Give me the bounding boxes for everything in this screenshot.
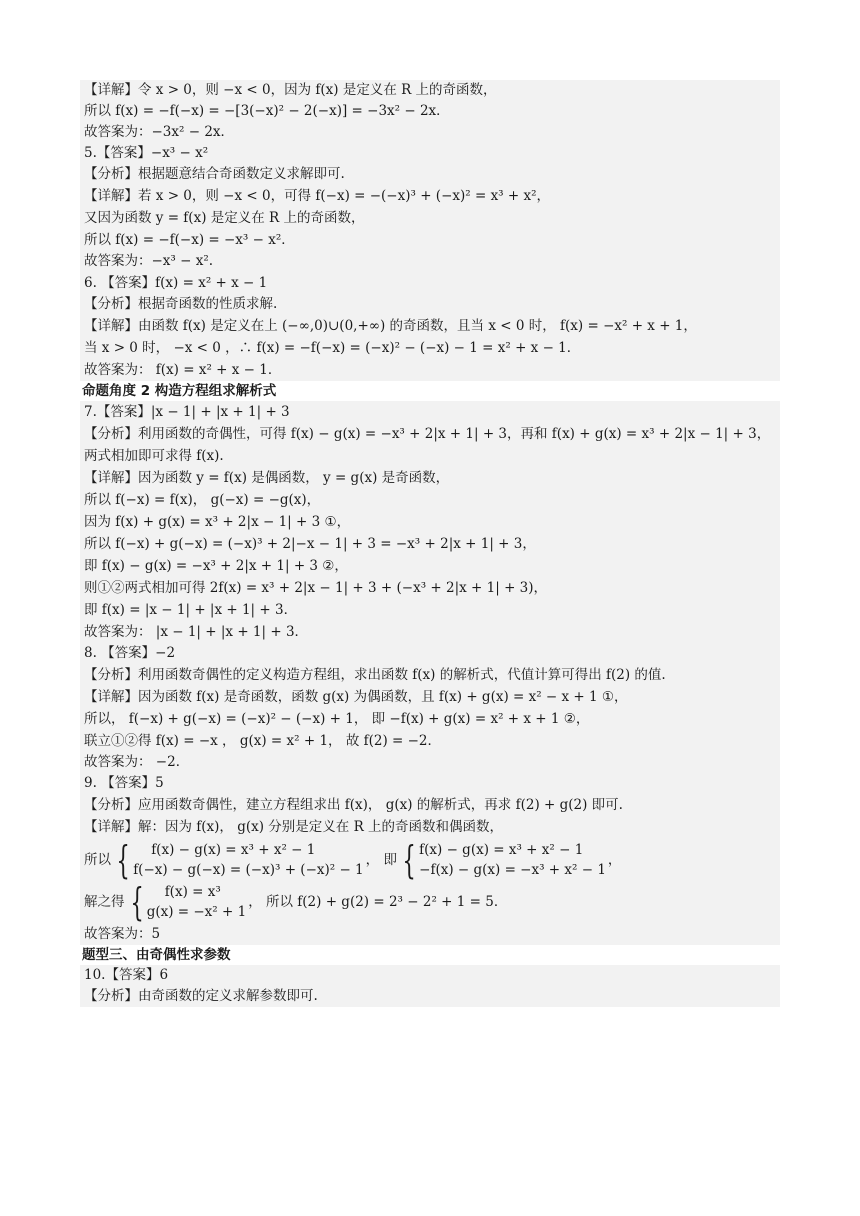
answer-10: 10.【答案】6 — [84, 967, 169, 983]
detail-9: 【详解】解：因为 f(x)， g(x) 分别是定义在 R 上的奇函数和偶函数， — [84, 819, 504, 835]
text-line: 所以 f(x) = −f(−x) = −[3(−x)² − 2(−x)] = −3x² − 2x． — [84, 103, 450, 119]
analysis-10: 【分析】由奇函数的定义求解参数即可. — [84, 988, 318, 1004]
answer-5: 5.【答案】−x³ − x² — [84, 145, 209, 161]
text-line: 【详解】令 x > 0，则 −x < 0，因为 f(x) 是定义在 R 上的奇函数， — [84, 82, 497, 98]
text-line: 故答案为： f(x) = x² + x − 1． — [84, 362, 282, 378]
text-line: 则①②两式相加可得 2f(x) = x³ + 2|x − 1| + 3 + (−x³ + 2|x + 1| + 3)， — [84, 580, 548, 596]
text-fragment: 所以 — [84, 851, 111, 868]
solution-content — [80, 80, 780, 1007]
equation-system — [399, 840, 606, 880]
analysis-9: 【分析】应用函数奇偶性，建立方程组求出 f(x)， g(x) 的解析式，再求 f(2) + g(2) 即可. — [84, 797, 623, 813]
solution-block-7-9 — [80, 401, 780, 945]
text-line: 联立①②得 f(x) = −x ， g(x) = x² + 1， 故 f(2) = −2． — [84, 733, 442, 749]
text-line: 所以 f(−x) = f(x)， g(−x) = −g(x)， — [84, 492, 321, 508]
left-brace-icon: { — [116, 838, 130, 882]
text-line: 所以， f(−x) + g(−x) = (−x)² − (−x) + 1， 即 −f(x) + g(x) = x² + x + 1 ②， — [84, 711, 590, 727]
section-heading-type-3: 题型三、由奇偶性求参数 — [82, 947, 231, 963]
answer-9: 9. 【答案】5 — [84, 775, 164, 791]
left-brace-icon: { — [129, 880, 144, 924]
text-line: 即 f(x) = |x − 1| + |x + 1| + 3． — [84, 602, 298, 618]
solution-block-10 — [80, 965, 780, 1007]
equation-system — [127, 882, 247, 922]
detail-8: 【详解】因为函数 f(x) 是奇函数，函数 g(x) 为偶函数，且 f(x) + g(x) = x² − x + 1 ①， — [84, 689, 628, 705]
text-line: 即 f(x) − g(x) = −x³ + 2|x + 1| + 3 ②， — [84, 558, 348, 574]
solution-block-4 — [80, 80, 780, 381]
analysis-6: 【分析】根据奇函数的性质求解. — [84, 296, 278, 312]
text-line: 因为 f(x) + g(x) = x³ + 2|x − 1| + 3 ①， — [84, 514, 351, 530]
equation-system — [113, 840, 364, 880]
text-fragment: ， — [607, 851, 622, 868]
text-line: 又因为函数 y = f(x) 是定义在 R 上的奇函数， — [84, 210, 365, 226]
answer-6: 6. 【答案】f(x) = x² + x − 1 — [84, 275, 268, 291]
section-heading-angle-2: 命题角度 2 构造方程组求解析式 — [82, 383, 277, 399]
text-line: 所以 f(−x) + g(−x) = (−x)³ + 2|−x − 1| + 3 = −x³ + 2|x + 1| + 3， — [84, 536, 536, 552]
equation: g(x) = −x² + 1 — [146, 904, 247, 920]
answer-7: 7.【答案】|x − 1| + |x + 1| + 3 — [84, 404, 290, 420]
equation: f(−x) − g(−x) = (−x)³ + (−x)² − 1 — [133, 862, 364, 878]
equation: f(x) = x³ — [164, 884, 221, 900]
text-line: 故答案为：−3x² − 2x． — [84, 124, 235, 140]
detail-5: 【详解】若 x > 0，则 −x < 0，可得 f(−x) = −(−x)³ + (−x)² = x³ + x²， — [84, 188, 551, 204]
text-fragment: ， 即 — [365, 851, 397, 868]
text-line: 故答案为：5 — [84, 926, 161, 942]
text-fragment: 解之得 — [84, 893, 125, 910]
detail-6: 【详解】由函数 f(x) 是定义在上 (−∞,0)∪(0,+∞) 的奇函数，且当 x < 0 时， f(x) = −x² + x + 1， — [84, 318, 697, 334]
equation-system-row-2 — [84, 882, 776, 922]
analysis-8: 【分析】利用函数奇偶性的定义构造方程组，求出函数 f(x) 的解析式，代值计算可得出 f(2) 的值. — [84, 667, 666, 683]
text-line: 所以 f(x) = −f(−x) = −x³ − x²． — [84, 232, 295, 248]
text-line: 故答案为：−x³ − x². — [84, 253, 214, 269]
equation: f(x) − g(x) = x³ + x² − 1 — [419, 842, 584, 858]
text-line: 故答案为： −2． — [84, 754, 190, 770]
equation: f(x) − g(x) = x³ + x² − 1 — [151, 842, 316, 858]
analysis-7: 【分析】利用函数的奇偶性，可得 f(x) − g(x) = −x³ + 2|x + 1| + 3，再和 f(x) + g(x) = x³ + 2|x − 1| + 3，两式相加即可求得 f(x). — [84, 426, 771, 464]
answer-8: 8. 【答案】−2 — [84, 645, 176, 661]
detail-7: 【详解】因为函数 y = f(x) 是偶函数， y = g(x) 是奇函数， — [84, 470, 450, 486]
text-line: 故答案为： |x − 1| + |x + 1| + 3． — [84, 624, 309, 640]
left-brace-icon: { — [402, 838, 416, 882]
equation-system-row-1 — [84, 840, 776, 880]
text-fragment: ， 所以 f(2) + g(2) = 2³ − 2² + 1 = 5． — [248, 893, 508, 910]
analysis-5: 【分析】根据题意结合奇函数定义求解即可. — [84, 166, 345, 182]
equation: −f(x) − g(x) = −x³ + x² − 1 — [419, 862, 606, 878]
text-line: 当 x > 0 时， −x < 0 ，∴ f(x) = −f(−x) = (−x)² − (−x) − 1 = x² + x − 1． — [84, 340, 581, 356]
